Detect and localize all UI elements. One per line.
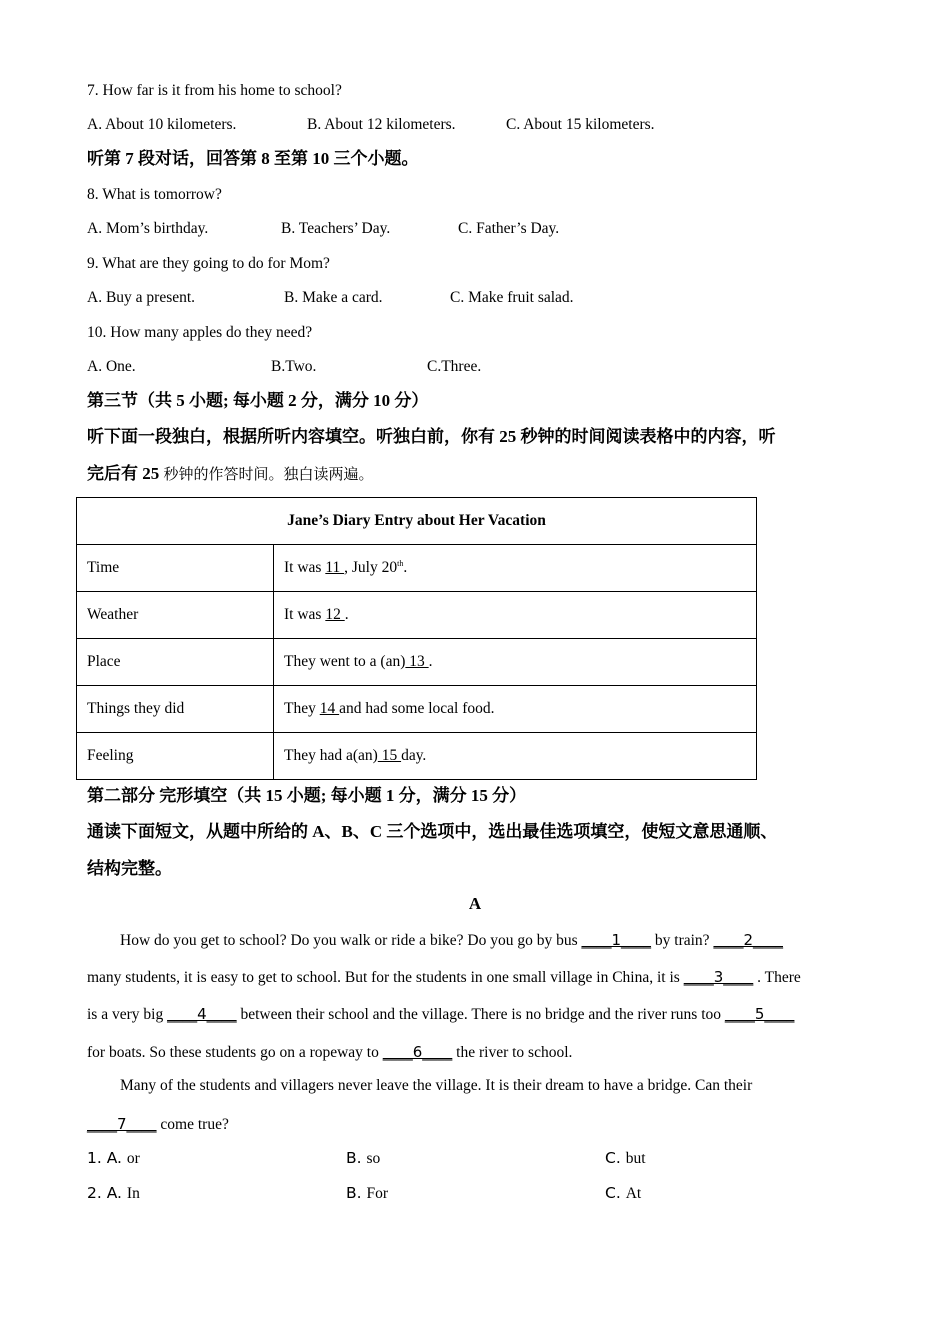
cloze-blank-1: ____1____ [581, 931, 652, 949]
passage-line-5: Many of the students and villagers never leave the village. It is their dream to have a bridge. Can their [120, 1077, 753, 1094]
table-row [77, 592, 757, 639]
part-2-instruction-line-1: 通读下面短文，从题中所给的 A、B、C 三个选项中，选出最佳选项填空，使短文意思通顺、 [87, 822, 778, 841]
passage-line-2: many students, it is easy to get to school. But for the students in one small village in China, it is ____3____ . There [87, 968, 801, 986]
row-value-weather: It was 12 . [274, 592, 757, 639]
cloze-1-option-a: 1. A. or [87, 1149, 140, 1167]
q10-option-b: B.Two. [271, 358, 317, 375]
part-3-instruction-line-2a: 完后有 25 [87, 464, 164, 483]
row-value-feeling: They had a(an) 15 day. [274, 733, 757, 780]
part-3-instruction-line-2 [87, 464, 374, 485]
row-label-place: Place [77, 639, 274, 686]
row-label-time: Time [77, 545, 274, 592]
q7-option-a: A. About 10 kilometers. [87, 116, 237, 133]
row-value-time: It was 11 , July 20th. [274, 545, 757, 592]
question-10: 10. How many apples do they need? [87, 324, 313, 341]
blank-11: 11 [325, 559, 345, 577]
table-row [77, 733, 757, 780]
q8-option-b: B. Teachers’ Day. [281, 220, 391, 237]
cloze-blank-4: ____4____ [167, 1005, 237, 1023]
row-value-place: They went to a (an) 13 . [274, 639, 757, 686]
q9-option-c: C. Make fruit salad. [450, 289, 574, 306]
question-7: 7. How far is it from his home to school? [87, 82, 342, 99]
table-row [77, 545, 757, 592]
q7-option-b: B. About 12 kilometers. [307, 116, 456, 133]
table-title: Jane’s Diary Entry about Her Vacation [77, 498, 757, 545]
blank-15: 15 [377, 747, 402, 764]
row-label-weather: Weather [77, 592, 274, 639]
q9-option-b: B. Make a card. [284, 289, 383, 306]
part-2-heading: 第二部分 完形填空（共 15 小题; 每小题 1 分，满分 15 分） [87, 786, 527, 805]
q7-option-c: C. About 15 kilometers. [506, 116, 655, 133]
cloze-blank-6: ____6____ [382, 1043, 453, 1061]
blank-12: 12 [325, 606, 345, 623]
q10-option-c: C.Three. [427, 358, 482, 375]
cloze-2-option-b: B. For [346, 1184, 389, 1202]
cloze-blank-3: ____3____ [683, 968, 754, 986]
row-label-feeling: Feeling [77, 733, 274, 780]
table-row [77, 686, 757, 733]
question-9: 9. What are they going to do for Mom? [87, 255, 330, 272]
part-3-heading: 第三节（共 5 小题; 每小题 2 分，满分 10 分） [87, 391, 429, 410]
cloze-2-option-c: C. At [605, 1184, 642, 1202]
passage-line-4: for boats. So these students go on a ropeway to ____6____ the river to school. [87, 1043, 573, 1061]
q9-option-a: A. Buy a present. [87, 289, 196, 306]
section-7-heading: 听第 7 段对话，回答第 8 至第 10 三个小题。 [87, 149, 419, 168]
part-3-instruction-line-2b: 秒钟的作答时间。独白读两遍。 [163, 465, 374, 483]
blank-13: 13 [405, 653, 429, 670]
passage-line-6: ____7____ come true? [87, 1115, 229, 1133]
passage-line-3: is a very big ____4____ between their school and the village. There is no bridge and the river runs too ____5____ [87, 1005, 795, 1023]
diary-table [76, 497, 757, 780]
cloze-blank-2: ____2____ [713, 931, 783, 949]
cloze-2-option-a: 2. A. In [87, 1184, 140, 1202]
part-2-instruction-line-2: 结构完整。 [87, 859, 172, 878]
part-3-instruction-line-1: 听下面一段独白，根据所听内容填空。听独白前，你有 25 秒钟的时间阅读表格中的内容，听 [87, 427, 776, 446]
passage-line-1: How do you get to school? Do you walk or ride a bike? Do you go by bus ____1____ by train? ____2____ [120, 931, 783, 949]
cloze-blank-5: ____5____ [724, 1005, 795, 1023]
question-8: 8. What is tomorrow? [87, 186, 222, 203]
cloze-blank-7: ____7____ [87, 1115, 157, 1133]
q10-option-a: A. One. [87, 358, 136, 375]
blank-14: 14 [319, 700, 340, 717]
passage-title: A [468, 894, 482, 913]
cloze-1-option-b: B. so [346, 1149, 381, 1167]
row-value-things: They 14 and had some local food. [274, 686, 757, 733]
q8-option-c: C. Father’s Day. [458, 220, 560, 237]
cloze-1-option-c: C. but [605, 1149, 646, 1167]
row-label-things: Things they did [77, 686, 274, 733]
q8-option-a: A. Mom’s birthday. [87, 220, 209, 237]
table-row [77, 639, 757, 686]
